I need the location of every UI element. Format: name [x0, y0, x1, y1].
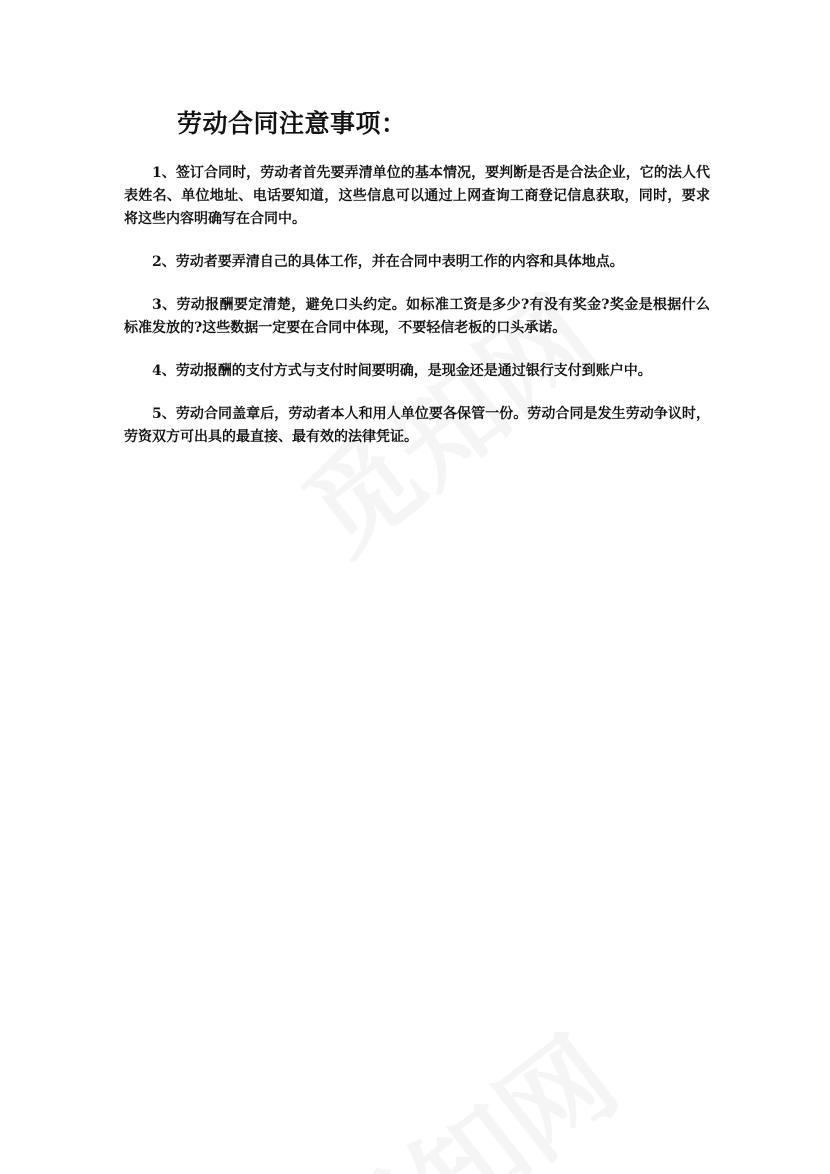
- watermark-bottom: [286, 995, 643, 1174]
- document-body: [124, 162, 710, 469]
- paragraph-4: 4、劳动报酬的支付方式与支付时间要明确，是现金还是通过银行支付到账户中。: [152, 363, 652, 379]
- paragraph-1: 1、签订合同时，劳动者首先要弄清单位的基本情况，要判断是否是合法企业，它的法人代表姓名、单位地址、电话要知道，这些信息可以通过上网查询工商登记信息获取，同时，要求将这些内容明确写在合同中。: [124, 165, 710, 227]
- paragraph-2: 2、劳动者要弄清自己的具体工作，并在合同中表明工作的内容和具体地点。: [152, 254, 624, 270]
- page-title: 劳动合同注意事项：: [177, 109, 407, 138]
- paragraph-3: 3、劳动报酬要定清楚，避免口头约定。如标准工资是多少?有没有奖金?奖金是根据什么标准发放的?这些数据一定要在合同中体现，不要轻信老板的口头承诺。: [124, 297, 710, 336]
- paragraph-5: 5、劳动合同盖章后，劳动者本人和用人单位要各保管一份。劳动合同是发生劳动争议时，劳资双方可出具的最直接、最有效的法律凭证。: [124, 406, 710, 445]
